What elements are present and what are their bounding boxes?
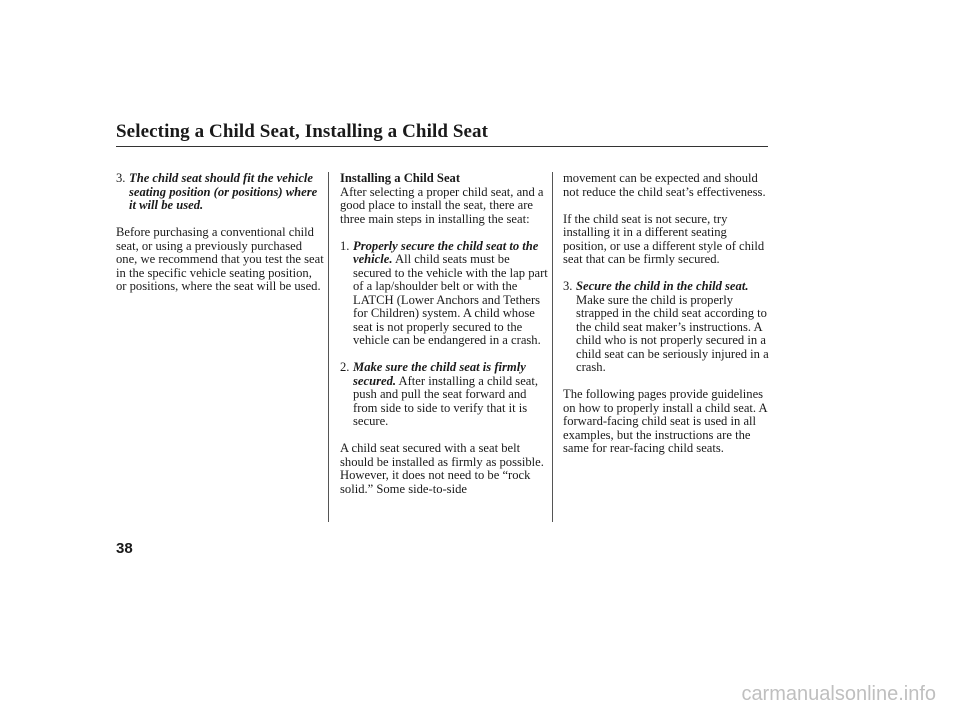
watermark: carmanualsonline.info: [741, 683, 936, 705]
paragraph: If the child seat is not secure, try installing it in a different seating position, or use a different style of child seat that can be firmly secured.: [563, 211, 765, 266]
step-2: [340, 361, 548, 429]
paragraph: A child seat secured with a seat belt should be installed as firmly as possible. However, it does not need to be “rock solid.” Some side-to-side: [340, 441, 544, 496]
list-number: 3.: [116, 171, 126, 185]
step-3: [563, 280, 773, 375]
intro-paragraph: After selecting a proper child seat, and a good place to install the seat, there are three main steps in installing the seat:: [340, 184, 544, 226]
paragraph: movement can be expected and should not reduce the child seat’s effectiveness.: [563, 171, 766, 199]
step-body: [353, 361, 548, 429]
step-text: Make sure the child is properly strapped in the child seat according to the child seat maker’s instructions. A child who is not properly secured in a child seat can be seriously injured in a crash.: [576, 292, 769, 374]
step-text: All child seats must be secured to the vehicle with the lap part of a lap/shoulder belt or with the LATCH (Lower Anchors and Tethers for Children) system. A child whose seat is not properly secured to the vehicle can be endangered in a crash.: [353, 252, 548, 347]
section-title: Installing a Child Seat: [340, 171, 461, 185]
column-1: [116, 172, 324, 307]
column-2: [340, 172, 548, 510]
column-3: [563, 172, 773, 469]
step-heading: Make sure the child seat is firmly secured.: [353, 360, 526, 388]
step-heading: Properly secure the child seat to the vehicle.: [353, 238, 539, 266]
page-number: 38: [116, 540, 133, 557]
list-item-3-fit: [116, 172, 324, 213]
step-1: [340, 240, 548, 348]
column-divider-2: [552, 172, 553, 522]
paragraph: Before purchasing a conventional child seat, or using a previously purchased one, we recommend that you test the seat in the specific vehicle seating position, or positions, where the seat will be used.: [116, 225, 324, 293]
step-body: [576, 280, 773, 375]
header-divider: [116, 146, 768, 147]
step-text: After installing a child seat, push and pull the seat forward and from side to side to verify that it is secure.: [353, 373, 539, 428]
step-number: 1.: [340, 238, 350, 253]
list-heading: The child seat should fit the vehicle seating position (or positions) where it will be used.: [129, 171, 318, 212]
step-number: 2.: [340, 360, 350, 374]
column-divider-1: [328, 172, 329, 522]
paragraph: The following pages provide guidelines on how to properly install a child seat. A forward-facing child seat is used in all examples, but the instructions are the same for rear-facing child seats.: [563, 387, 767, 455]
step-number: 3.: [563, 279, 573, 293]
step-body: [353, 240, 548, 348]
step-heading: Secure the child in the child seat.: [576, 279, 749, 293]
page-title: Selecting a Child Seat, Installing a Child Seat: [116, 121, 489, 142]
